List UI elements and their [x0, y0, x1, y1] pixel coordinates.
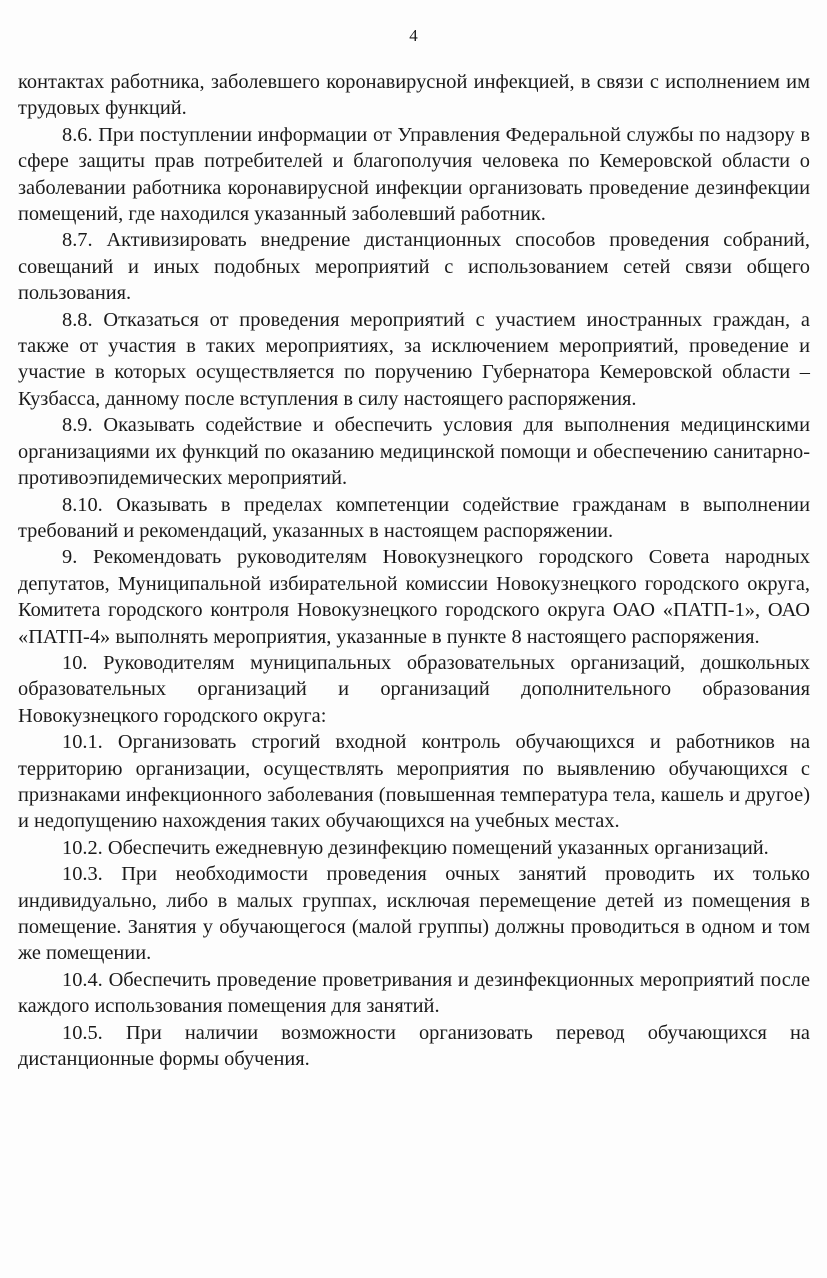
- paragraph-10-3: 10.3. При необходимости проведения очных занятий проводить их только индивидуально, либо в малых группах, исключая перемещение детей из помещения в помещение. Занятия у обучающегося (малой группы) должны проводиться в одном и том же помещении.: [18, 863, 810, 965]
- paragraph-10-4: 10.4. Обеспечить проведение проветривания и дезинфекционных мероприятий после каждого использования помещения для занятий.: [18, 968, 810, 1018]
- paragraph-10-5: 10.5. При наличии возможности организовать перевод обучающихся на дистанционные формы обучения.: [18, 1021, 810, 1071]
- paragraph-9: 9. Рекомендовать руководителям Новокузнецкого городского Совета народных депутатов, Муниципальной избирательной комиссии Новокузнецкого городского округа, Комитета городского контроля Новокузнецкого городского округа ОАО «ПАТП-1», ОАО «ПАТП-4» выполнять мероприятия, указанные в пункте 8 настоящего распоряжения.: [18, 546, 810, 648]
- paragraph-10-2: 10.2. Обеспечить ежедневную дезинфекцию помещений указанных организаций.: [62, 836, 769, 859]
- document-body: [18, 69, 810, 1072]
- paragraph-10-1: 10.1. Организовать строгий входной контроль обучающихся и работников на территорию организации, осуществлять мероприятия по выявлению обучающихся с признаками инфекционного заболевания (повышенная температура тела, кашель и другое) и недопущению нахождения таких обучающихся на учебных местах.: [18, 731, 810, 833]
- paragraph-continuation: контактах работника, заболевшего коронавирусной инфекцией, в связи с исполнением им трудовых функций.: [18, 71, 810, 120]
- paragraph-10: 10. Руководителям муниципальных образовательных организаций, дошкольных образовательных организаций и организаций дополнительного образования Новокузнецкого городского округа:: [18, 651, 810, 727]
- paragraph-8-7: 8.7. Активизировать внедрение дистанционных способов проведения собраний, совещаний и иных подобных мероприятий с использованием сетей связи общего пользования.: [18, 229, 810, 305]
- paragraph-8-8: 8.8. Отказаться от проведения мероприятий с участием иностранных граждан, а также от участия в таких мероприятиях, за исключением мероприятий, проведение и участие в которых осуществляется по поручению Губернатора Кемеровской области – Кузбасса, данному после вступления в силу настоящего распоряжения.: [18, 308, 810, 410]
- page-number: 4: [409, 26, 418, 45]
- paragraph-8-6: 8.6. При поступлении информации от Управления Федеральной службы по надзору в сфере защиты прав потребителей и благополучия человека по Кемеровской области о заболевании работника коронавирусной инфекции организовать проведение дезинфекции помещений, где находился указанный заболевший работник.: [18, 123, 810, 226]
- paragraph-8-9: 8.9. Оказывать содействие и обеспечить условия для выполнения медицинскими организациями их функций по оказанию медицинской помощи и обеспечению санитарно-противоэпидемических мероприятий.: [18, 414, 810, 490]
- paragraph-8-10: 8.10. Оказывать в пределах компетенции содействие гражданам в выполнении требований и рекомендаций, указанных в настоящем распоряжении.: [18, 493, 810, 542]
